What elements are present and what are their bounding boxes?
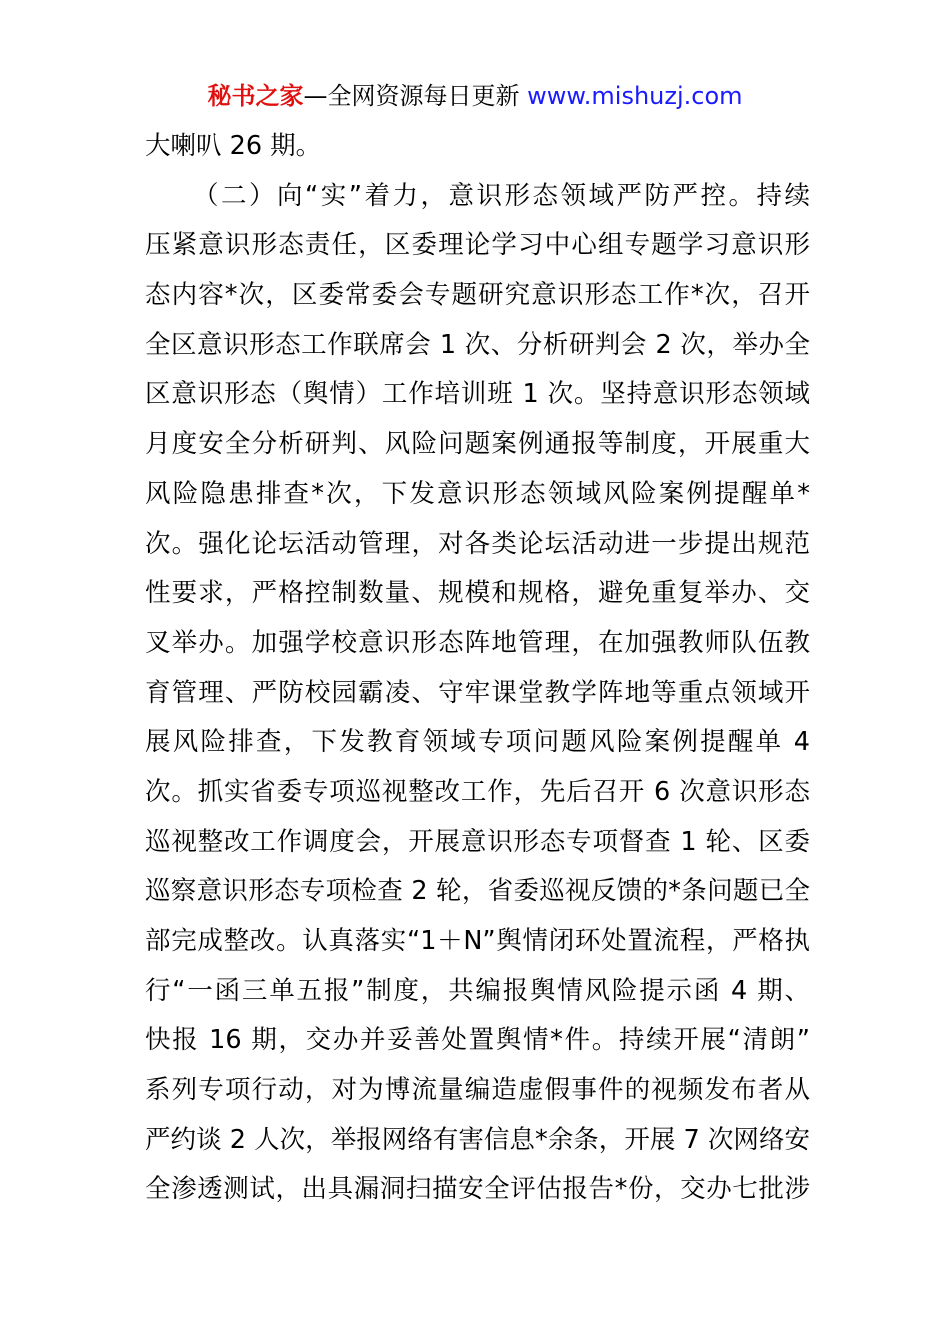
header-tagline: —全网资源每日更新	[303, 82, 520, 110]
text-line: 叉举办。加强学校意识形态阵地管理，在加强教师队伍教	[145, 627, 810, 658]
text-line: 快报 16 期，交办并妥善处置舆情*件。持续开展“清朗”	[145, 1025, 810, 1056]
text-line: 严约谈 2 人次，举报网络有害信息*余条，开展 7 次网络安	[145, 1124, 810, 1155]
site-url-link[interactable]: www.mishuzj.com	[527, 82, 743, 110]
text-line: 巡察意识形态专项检查 2 轮，省委巡视反馈的*条问题已全	[145, 876, 810, 907]
text-line: 展风险排查，下发教育领域专项问题风险案例提醒单 4	[145, 727, 810, 758]
page-header	[0, 78, 950, 114]
text-line: 区意识形态（舆情）工作培训班 1 次。坚持意识形态领域	[145, 379, 810, 410]
document-body	[145, 122, 810, 1215]
text-line: 巡视整改工作调度会，开展意识形态专项督查 1 轮、区委	[145, 826, 810, 857]
text-line: 全渗透测试，出具漏洞扫描安全评估报告*份，交办七批涉	[145, 1174, 810, 1205]
text-line: 次。抓实省委专项巡视整改工作，先后召开 6 次意识形态	[145, 776, 810, 807]
text-line: 态内容*次，区委常委会专题研究意识形态工作*次，召开	[145, 280, 810, 311]
text-line: 大喇叭 26 期。	[145, 131, 322, 161]
text-line: 部完成整改。认真落实“1＋N”舆情闭环处置流程，严格执	[145, 926, 810, 956]
text-line: 育管理、严防校园霸凌、守牢课堂教学阵地等重点领域开	[145, 677, 810, 708]
text-line: 月度安全分析研判、风险问题案例通报等制度，开展重大	[145, 429, 810, 460]
text-line: 压紧意识形态责任，区委理论学习中心组专题学习意识形	[145, 230, 810, 261]
text-line: 系列专项行动，对为博流量编造虚假事件的视频发布者从	[145, 1075, 810, 1106]
text-line: 次。强化论坛活动管理，对各类论坛活动进一步提出规范	[145, 528, 810, 559]
text-line: 风险隐患排查*次，下发意识形态领域风险案例提醒单*	[145, 478, 810, 509]
text-line: 行“一函三单五报”制度，共编报舆情风险提示函 4 期、	[145, 975, 810, 1006]
text-line: 性要求，严格控制数量、规模和规格，避免重复举办、交	[145, 578, 810, 609]
paragraph-start-line: （二）向“实”着力，意识形态领域严防严控。持续	[193, 180, 810, 211]
text-line: 全区意识形态工作联席会 1 次、分析研判会 2 次，举办全	[145, 329, 810, 360]
brand-name: 秘书之家	[207, 82, 304, 110]
